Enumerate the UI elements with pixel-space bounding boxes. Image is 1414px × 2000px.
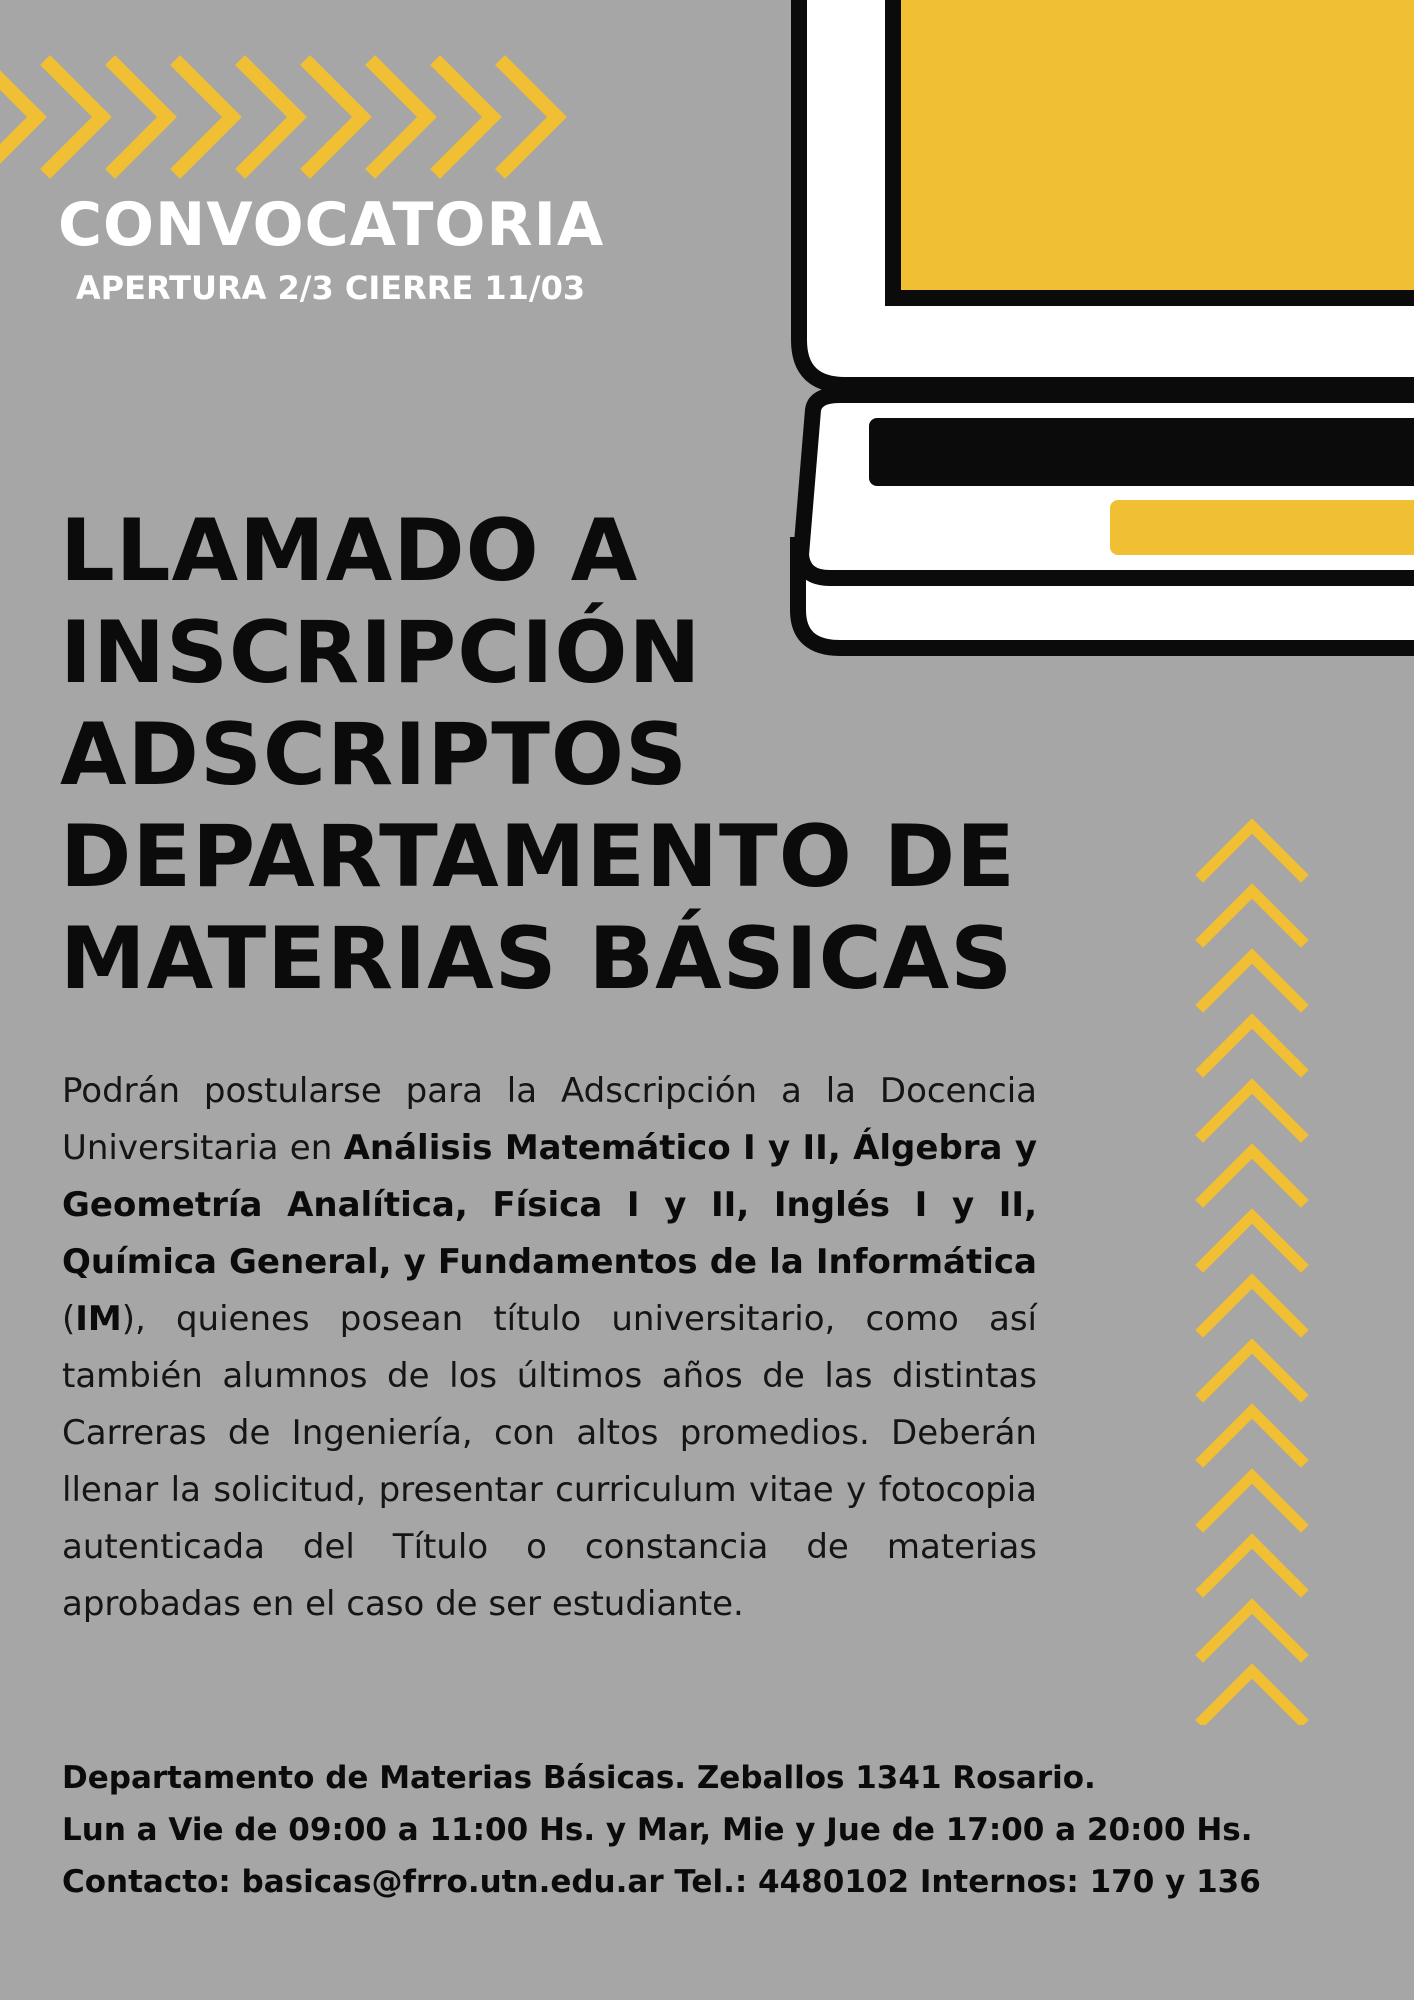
footer-hours: Lun a Vie de 09:00 a 11:00 Hs. y Mar, Mie y Jue de 17:00 a 20:00 Hs. [62, 1812, 1253, 1848]
headline-line: ADSCRIPTOS [60, 705, 688, 805]
headline-line: MATERIAS BÁSICAS [60, 909, 1014, 1009]
body-intro: Podrán postularse para la Adscripción a la Docencia Universitaria en [62, 1071, 1037, 1168]
chevron-up-icon [1195, 810, 1310, 1725]
convocatoria-title: CONVOCATORIA [58, 190, 605, 260]
body-rest: ), quienes posean título universitario, como así también alumnos de los últimos años de las distintas Carreras de Ingeniería, con altos promedios. Deberán llenar la solicitud, presentar curriculum vitae y fotocopia autenticada del Título o constancia de materias aprobadas en el caso de ser estudiante. [62, 1299, 1037, 1624]
footer-contact: Contacto: basicas@frro.utn.edu.ar Tel.: 4480102 Internos: 170 y 136 [62, 1864, 1261, 1900]
footer [62, 1752, 1362, 1908]
dates-subtitle: APERTURA 2/3 CIERRE 11/03 [75, 269, 586, 307]
headline-line: DEPARTAMENTO DE [60, 807, 1016, 907]
chevron-right-icon [0, 55, 600, 180]
body-open-paren: ( [62, 1299, 76, 1339]
body-subjects: Análisis Matemático I y II, Álgebra y Geometría Analítica, Física I y II, Inglés I y II, Química General, y Fundamentos de la Informática [62, 1128, 1037, 1282]
body-paragraph [62, 1063, 1037, 1633]
headline-line: LLAMADO A [60, 501, 639, 601]
headline-line: INSCRIPCIÓN [60, 603, 702, 703]
headline [60, 500, 1060, 1010]
footer-address: Departamento de Materias Básicas. Zeballos 1341 Rosario. [62, 1760, 1096, 1796]
body-im: IM [75, 1299, 122, 1339]
